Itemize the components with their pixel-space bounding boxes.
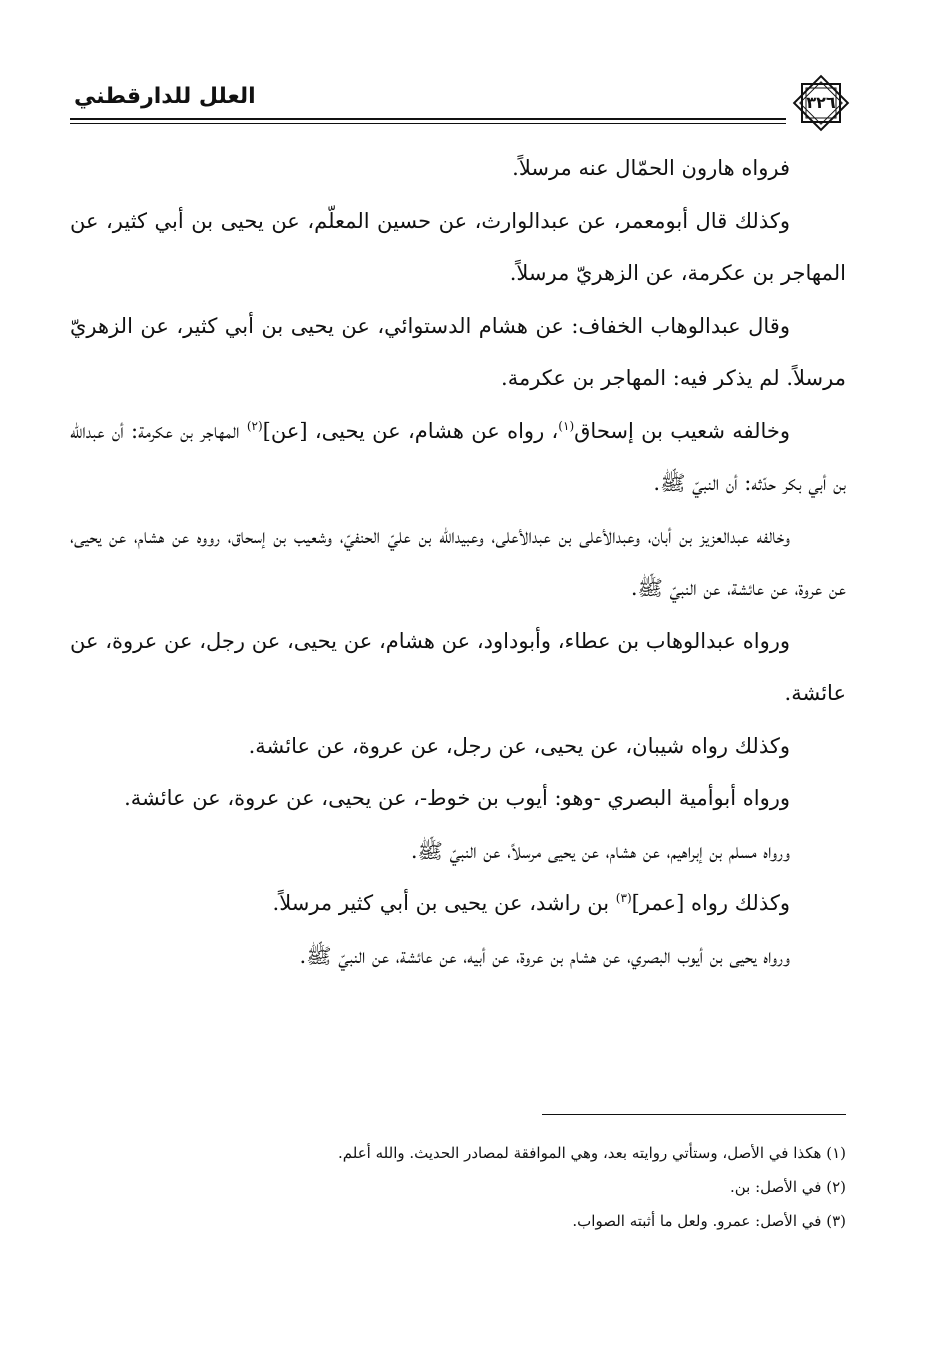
paragraph-10-part-b: بن راشد، عن يحيى بن أبي كثير مرسلاً. (272, 891, 616, 915)
footnote-ref-1: (١) (558, 418, 575, 433)
paragraph-3: وقال عبدالوهاب الخفاف: عن هشام الدستوائي، عن يحيى بن أبي كثير، عن الزهريّ مرسلاً. لم يذكر فيه: المهاجر بن عكرمة. (70, 313, 846, 390)
paragraph-11: ورواه يحيى بن أيوب البصري، عن هشام بن عروة، عن أبيه، عن عائشة، عن النبيّ ﷺ. (299, 943, 790, 968)
paragraph-8: ورواه أبوأمية البصري -وهو: أيوب بن خوط-، عن يحيى، عن عروة، عن عائشة. (124, 786, 790, 810)
footnote-ref-2: (٢) (246, 418, 263, 433)
footnote-separator (542, 1114, 846, 1115)
footnote-ref-3: (٣) (615, 891, 632, 905)
header-rule-thick (70, 118, 786, 120)
page-number-badge (788, 70, 854, 136)
paragraph-10 (70, 877, 846, 930)
paragraph-5: وخالفه عبدالعزيز بن أبان، وعبدالأعلى بن عبدالأعلى، وعبيدالله بن عليّ الحنفيّ، وشعيب بن إسحاق، رووه عن هشام، عن يحيى، عن عروة، عن عائشة، عن النبيّ ﷺ. (70, 523, 846, 600)
footnotes (166, 1136, 846, 1238)
paragraph-9: ورواه مسلم بن إبراهيم، عن هشام، عن يحيى مرسلاً، عن النبيّ ﷺ. (410, 838, 790, 863)
paragraph-2: وكذلك قال أبومعمر، عن عبدالوارث، عن حسين المعلّم، عن يحيى بن أبي كثير، عن المهاجر بن عكرمة، عن الزهريّ مرسلاً. (70, 208, 846, 285)
page-header (70, 70, 854, 140)
page-number: ٣٢٦ (806, 93, 836, 112)
paragraph-1: فرواه هارون الحمّال عنه مرسلاً. (512, 156, 790, 180)
paragraph-6: ورواه عبدالوهاب بن عطاء، وأبوداود، عن هشام، عن يحيى، عن رجل، عن عروة، عن عائشة. (70, 628, 846, 705)
header-rule-thin (70, 123, 786, 124)
paragraph-7: وكذلك رواه شيبان، عن يحيى، عن رجل، عن عروة، عن عائشة. (248, 733, 790, 758)
footnote-3: (٣) في الأصل: عمرو. ولعل ما أثبته الصواب. (572, 1212, 846, 1230)
paragraph-4-part-a: وخالفه شعيب بن إسحاق (574, 418, 791, 443)
paragraph-10-part-a: وكذلك رواه [عمر] (631, 891, 790, 915)
paragraph-4 (70, 405, 846, 510)
book-title: العلل للدارقطني (74, 84, 256, 109)
paragraph-4-part-b: ، رواه عن هشام، عن يحيى، [عن] (262, 418, 559, 443)
footnote-2: (٢) في الأصل: بن. (730, 1178, 846, 1196)
footnote-1: (١) هكذا في الأصل، وستأتي روايته بعد، وهي الموافقة لمصادر الحديث. والله أعلم. (338, 1144, 846, 1162)
main-text (70, 142, 846, 982)
paragraph-4-part-c: المهاجر بن عكرمة: أن عبدالله بن أبي بكر حدّثه: أن النبيّ ﷺ. (70, 418, 846, 495)
